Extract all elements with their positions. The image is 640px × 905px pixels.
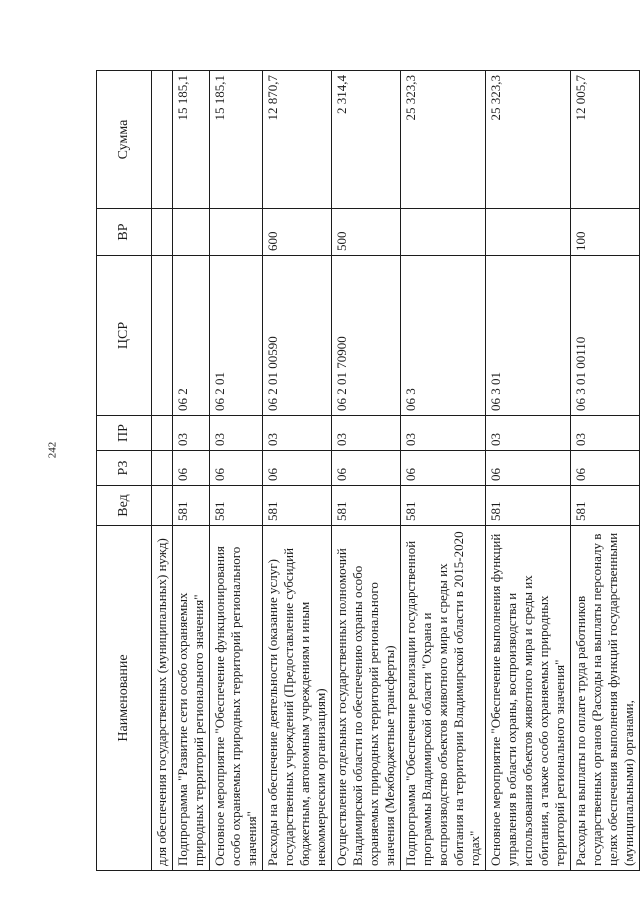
cell-name: для обеспечения государственных (муниципальных) нужд) — [152, 526, 173, 871]
cell-vr: 100 — [571, 209, 640, 256]
cell-rz: 06 — [263, 451, 332, 486]
cell-vr — [152, 209, 173, 256]
table-row — [173, 71, 210, 871]
page-number: 242 — [46, 441, 59, 459]
cell-csr: 06 2 — [173, 256, 210, 416]
table-row — [263, 71, 332, 871]
budget-table — [96, 70, 640, 871]
cell-sum — [152, 71, 173, 209]
cell-pr — [152, 416, 173, 451]
cell-csr: 06 3 01 — [486, 256, 571, 416]
cell-vr: 600 — [263, 209, 332, 256]
cell-name: Подпрограмма "Обеспечение реализации государственной программы Владимирской области "Охрана и воспроизводство объектов животного мира и среды их обитания на территории Владимирской области в 2015-2020 годах" — [401, 526, 486, 871]
cell-sum: 25 323,3 — [486, 71, 571, 209]
cell-rz: 06 — [210, 451, 263, 486]
cell-sum: 15 185,1 — [210, 71, 263, 209]
header-ved: Вед — [97, 486, 152, 526]
cell-vr — [486, 209, 571, 256]
cell-ved — [152, 486, 173, 526]
cell-sum: 12 870,7 — [263, 71, 332, 209]
cell-name: Расходы на выплаты по оплате труда работников государственных органов (Расходы на выплаты персоналу в целях обеспечения выполнения функций государственными (муниципальными) органами, — [571, 526, 640, 871]
cell-ved: 581 — [210, 486, 263, 526]
cell-rz: 06 — [486, 451, 571, 486]
cell-sum: 15 185,1 — [173, 71, 210, 209]
cell-rz: 06 — [401, 451, 486, 486]
cell-vr — [173, 209, 210, 256]
cell-ved: 581 — [571, 486, 640, 526]
header-pr: ПР — [97, 416, 152, 451]
cell-csr — [152, 256, 173, 416]
cell-csr: 06 2 01 00590 — [263, 256, 332, 416]
cell-vr — [401, 209, 486, 256]
cell-rz — [152, 451, 173, 486]
cell-ved: 581 — [263, 486, 332, 526]
header-rz: РЗ — [97, 451, 152, 486]
cell-sum: 12 005,7 — [571, 71, 640, 209]
table-row — [571, 71, 640, 871]
table-row — [401, 71, 486, 871]
cell-pr: 03 — [263, 416, 332, 451]
table-row — [486, 71, 571, 871]
cell-csr: 06 2 01 — [210, 256, 263, 416]
cell-name: Расходы на обеспечение деятельности (оказание услуг) государственных учреждений (Предоставление субсидий бюджетным, автономным учреждениям и иным некоммерческим организациям) — [263, 526, 332, 871]
header-csr: ЦСР — [97, 256, 152, 416]
cell-sum: 2 314,4 — [332, 71, 401, 209]
cell-pr: 03 — [210, 416, 263, 451]
cell-sum: 25 323,3 — [401, 71, 486, 209]
cell-name: Подпрограмма "Развитие сети особо охраняемых природных территорий регионального значения" — [173, 526, 210, 871]
table-row — [332, 71, 401, 871]
table-header-row — [97, 71, 152, 871]
cell-csr: 06 3 — [401, 256, 486, 416]
cell-pr: 03 — [173, 416, 210, 451]
header-name: Наименование — [97, 526, 152, 871]
table-row — [210, 71, 263, 871]
cell-rz: 06 — [571, 451, 640, 486]
cell-ved: 581 — [486, 486, 571, 526]
cell-vr — [210, 209, 263, 256]
cell-rz: 06 — [332, 451, 401, 486]
cell-csr: 06 2 01 70900 — [332, 256, 401, 416]
cell-pr: 03 — [332, 416, 401, 451]
cell-pr: 03 — [571, 416, 640, 451]
cell-name: Основное мероприятие "Обеспечение функционирования особо охраняемых природных территорий регионального значения" — [210, 526, 263, 871]
rotated-page-content — [96, 71, 636, 871]
cell-ved: 581 — [173, 486, 210, 526]
cell-csr: 06 3 01 00110 — [571, 256, 640, 416]
cell-ved: 581 — [332, 486, 401, 526]
cell-ved: 581 — [401, 486, 486, 526]
header-sum: Сумма — [97, 71, 152, 209]
cell-pr: 03 — [486, 416, 571, 451]
cell-rz: 06 — [173, 451, 210, 486]
cell-vr: 500 — [332, 209, 401, 256]
cell-pr: 03 — [401, 416, 486, 451]
header-vr: ВР — [97, 209, 152, 256]
cell-name: Осуществление отдельных государственных полномочий Владимирской области по обеспечению охраны особо охраняемых природных территорий регионального значения (Межбюджетные трансферты) — [332, 526, 401, 871]
table-row — [152, 71, 173, 871]
cell-name: Основное мероприятие "Обеспечение выполнения функций управления в области охраны, воспроизводства и использования объектов животного мира и среды их обитания, а также особо охраняемых природных территорий регионального значения" — [486, 526, 571, 871]
